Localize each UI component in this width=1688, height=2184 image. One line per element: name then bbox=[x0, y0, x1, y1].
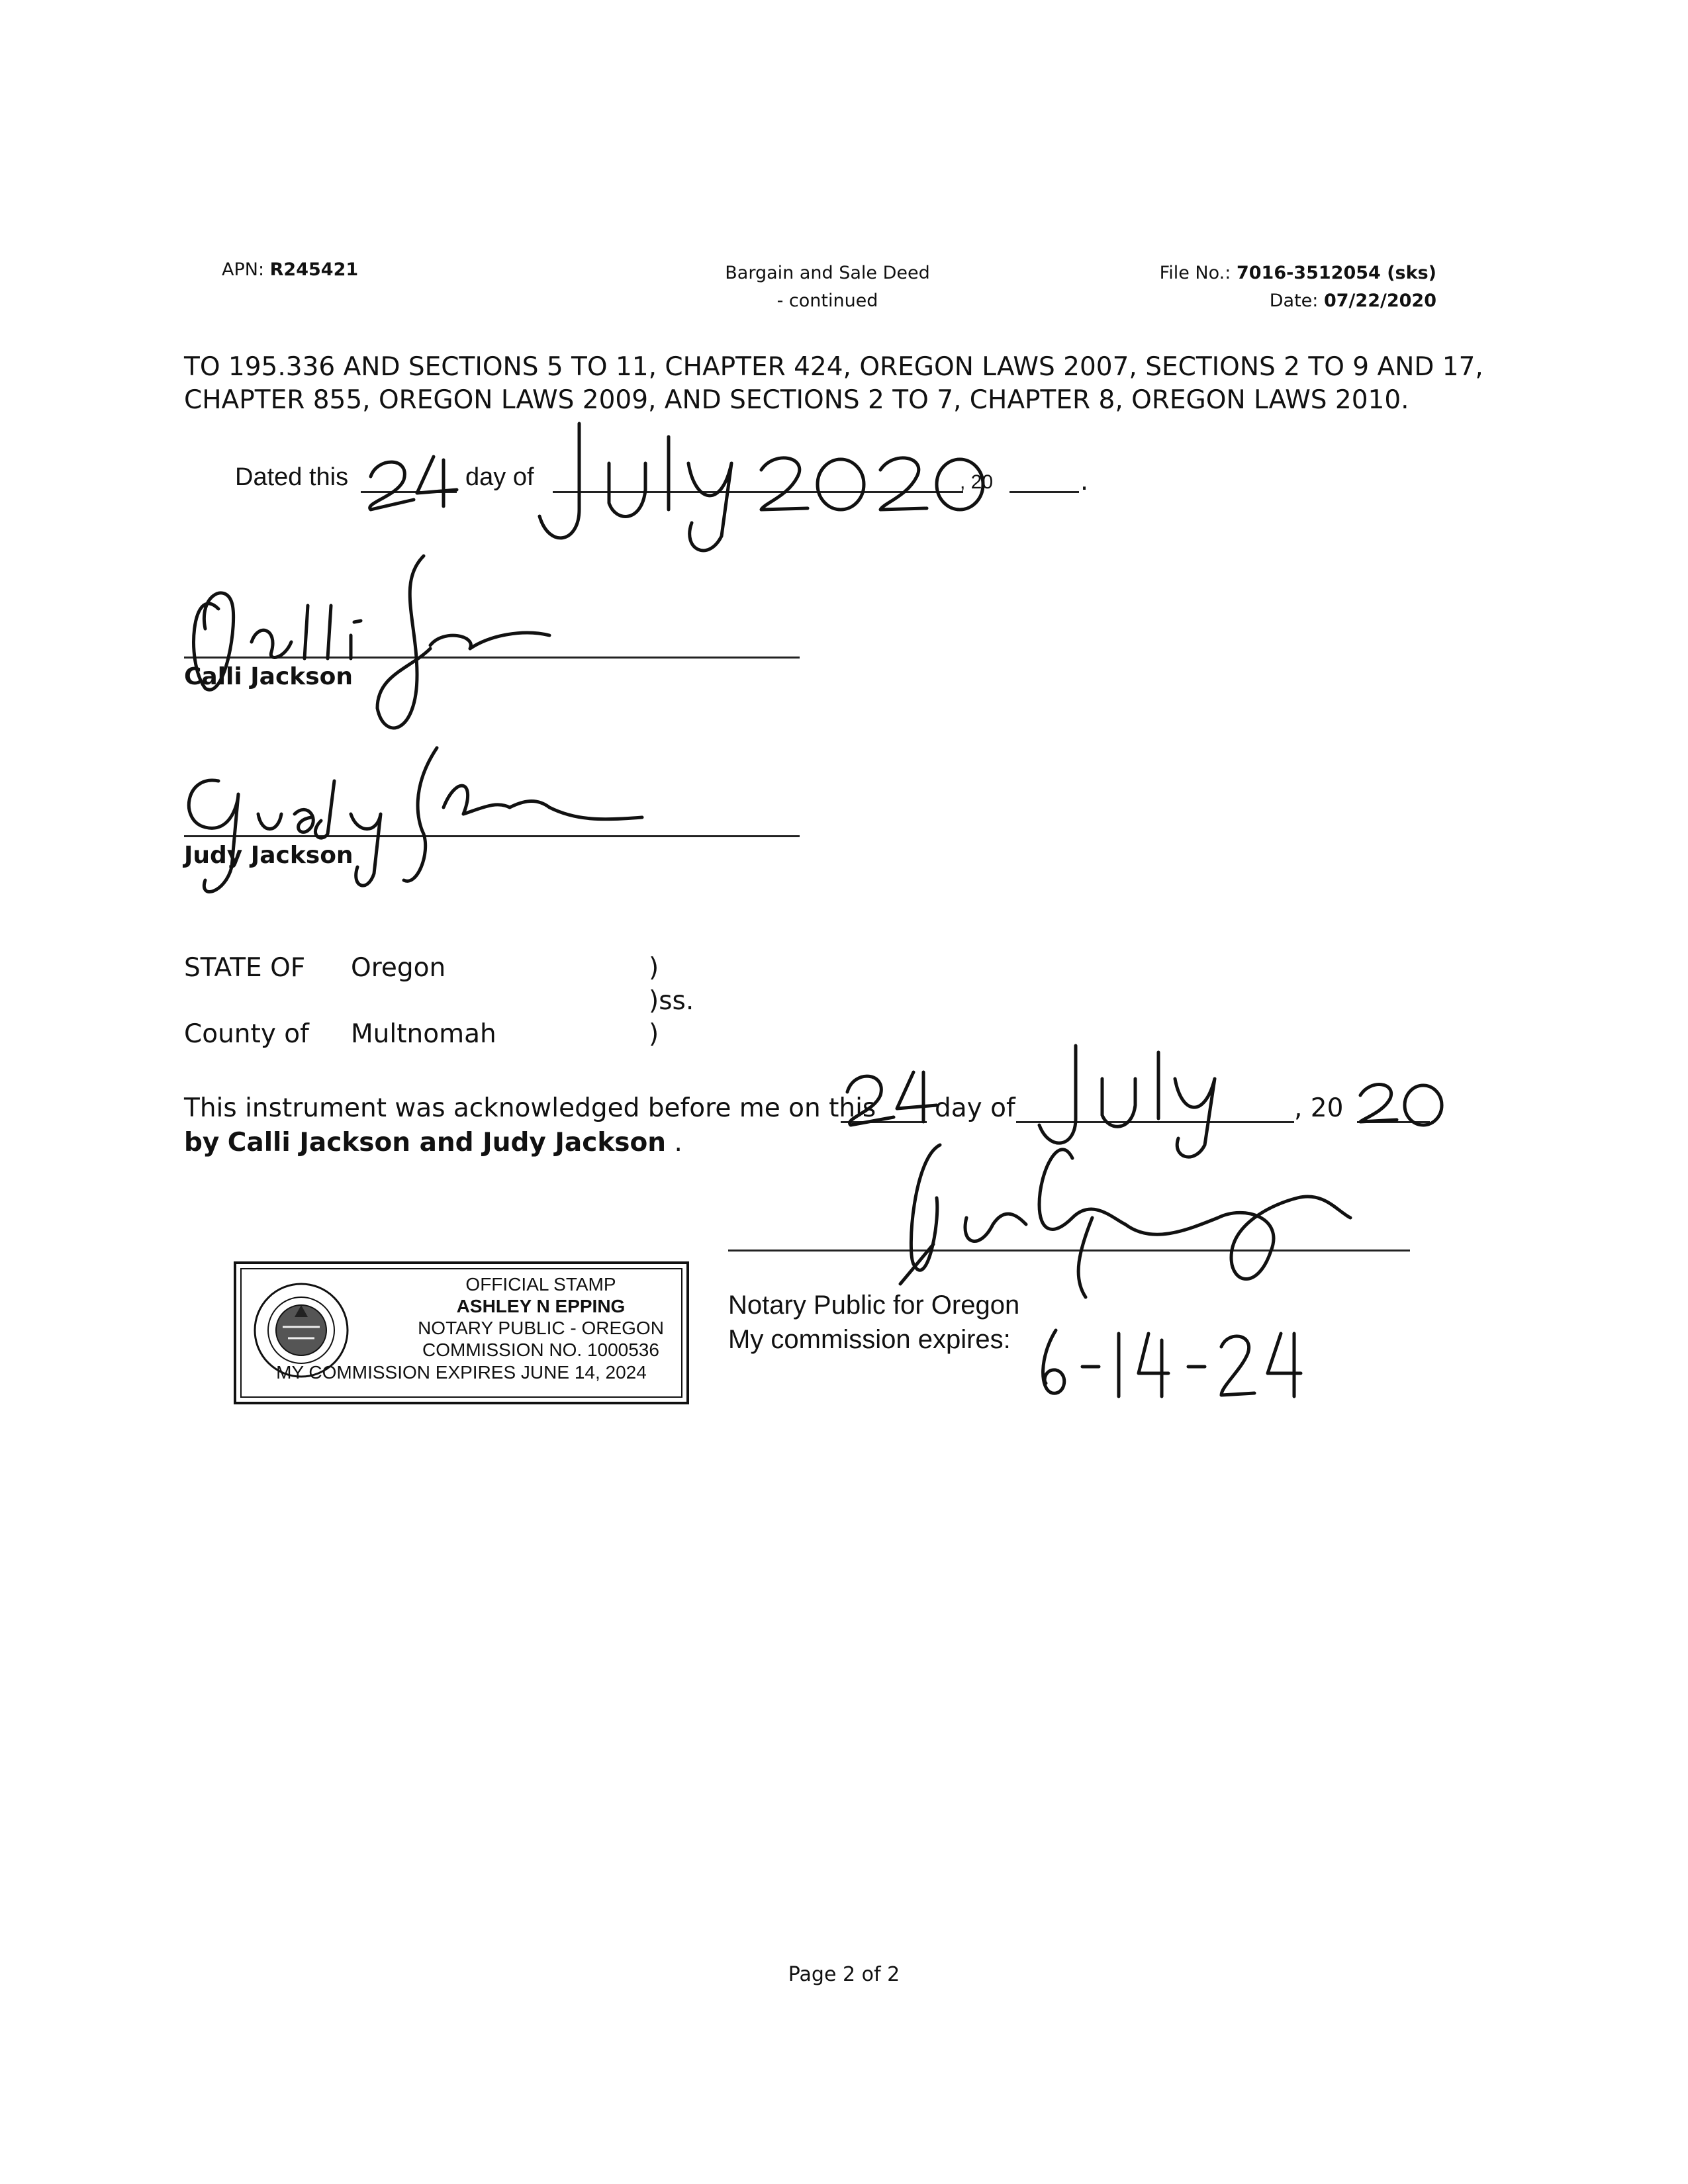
stamp-line-official: OFFICIAL STAMP bbox=[465, 1274, 616, 1295]
ack-by-line bbox=[184, 1128, 682, 1158]
dated-period: . bbox=[1080, 467, 1089, 496]
notary-block bbox=[728, 1288, 1019, 1357]
page-number: 2 bbox=[842, 1963, 856, 1986]
statute-line-1: TO 195.336 AND SECTIONS 5 TO 11, CHAPTER 424, OREGON LAWS 2007, SECTIONS 2 TO 9 AND 17, bbox=[184, 352, 1483, 382]
commission-expires-label: My commission expires: bbox=[728, 1325, 1011, 1354]
ack-period: . bbox=[674, 1128, 682, 1158]
dated-year-line bbox=[1009, 491, 1079, 493]
file-date-value: 07/22/2020 bbox=[1323, 291, 1436, 311]
document-title-line1: Bargain and Sale Deed bbox=[725, 263, 930, 283]
ack-year-prefix: , 20 bbox=[1294, 1093, 1344, 1123]
file-number-label: File No.: bbox=[1159, 263, 1231, 283]
apn bbox=[222, 259, 358, 280]
signer-2-name: Judy Jackson bbox=[184, 842, 353, 869]
stamp-line-commission-no: COMMISSION NO. 1000536 bbox=[422, 1340, 659, 1360]
state-label: STATE OF bbox=[184, 953, 306, 983]
page-of-label: of bbox=[861, 1963, 881, 1986]
signature-calli-jackson bbox=[179, 543, 589, 754]
file-date-label: Date: bbox=[1269, 291, 1319, 311]
page-label: Page bbox=[788, 1963, 837, 1986]
statute-text bbox=[184, 351, 1508, 417]
ack-prefix: This instrument was acknowledged before me on this bbox=[184, 1093, 876, 1123]
state-value: Oregon bbox=[351, 953, 446, 983]
page-footer bbox=[0, 1963, 1688, 1986]
dated-year-prefix: , 20 bbox=[960, 471, 994, 493]
statute-line-2: CHAPTER 855, OREGON LAWS 2009, AND SECTIONS 2 TO 7, CHAPTER 8, OREGON LAWS 2010. bbox=[184, 385, 1409, 415]
signature-judy-jackson bbox=[179, 735, 655, 913]
dated-this-label: Dated this bbox=[235, 463, 349, 491]
venue-ss: )ss. bbox=[649, 986, 694, 1016]
apn-value: R245421 bbox=[269, 259, 359, 280]
notary-title: Notary Public for Oregon bbox=[728, 1291, 1020, 1320]
file-number-value: 7016-3512054 (sks) bbox=[1236, 263, 1436, 283]
venue-paren-2: ) bbox=[649, 1019, 659, 1049]
signer-1-name: Calli Jackson bbox=[184, 663, 353, 690]
file-date bbox=[1019, 287, 1436, 315]
handwritten-commission-expiration bbox=[1026, 1317, 1324, 1410]
document-title-line2: - continued bbox=[776, 291, 878, 311]
ack-by: by bbox=[184, 1128, 220, 1158]
official-stamp bbox=[234, 1261, 689, 1404]
file-number bbox=[1019, 259, 1436, 287]
county-label: County of bbox=[184, 1019, 309, 1049]
ack-day-of: day of bbox=[935, 1093, 1015, 1123]
apn-label: APN: bbox=[222, 259, 265, 280]
stamp-line-expiration: MY COMMISSION EXPIRES JUNE 14, 2024 bbox=[276, 1362, 647, 1383]
document-title bbox=[662, 259, 993, 315]
stamp-line-notary-name: ASHLEY N EPPING bbox=[456, 1296, 626, 1316]
dated-day-of-label: day of bbox=[465, 463, 534, 491]
stamp-line-notary-public: NOTARY PUBLIC - OREGON bbox=[418, 1318, 664, 1338]
page-total: 2 bbox=[887, 1963, 900, 1986]
file-info bbox=[1019, 259, 1436, 315]
venue-paren-1: ) bbox=[649, 953, 659, 983]
county-value: Multnomah bbox=[351, 1019, 496, 1049]
ack-names: Calli Jackson and Judy Jackson bbox=[227, 1128, 667, 1158]
